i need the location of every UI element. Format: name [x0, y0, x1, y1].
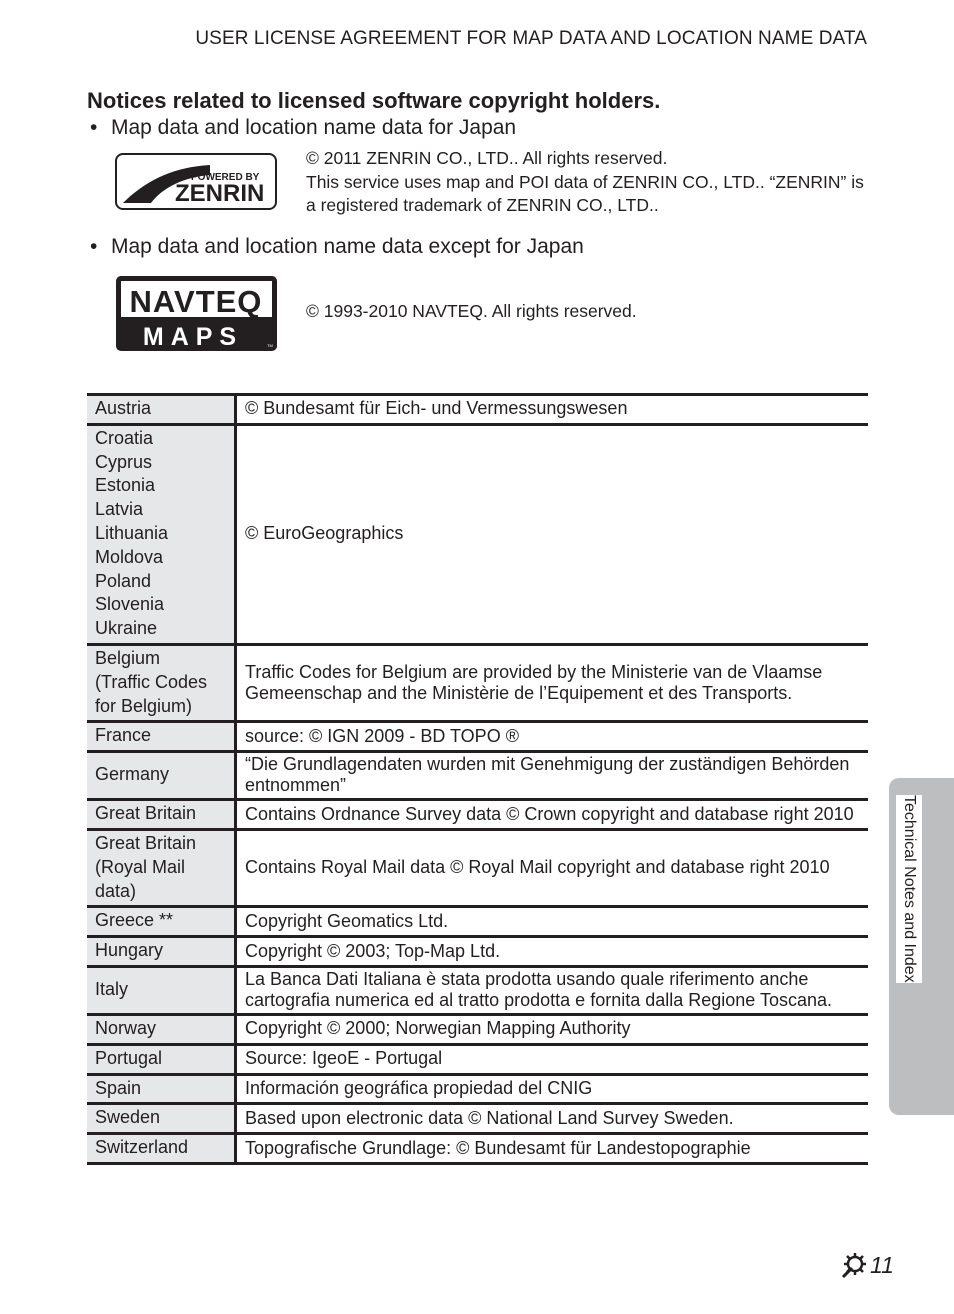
table-row	[87, 1134, 868, 1164]
country-name: Slovenia	[95, 594, 165, 615]
country-name: Latvia	[95, 499, 144, 520]
country-name: (Royal Mail	[95, 856, 186, 877]
table-row	[87, 800, 868, 830]
credit-cell: “Die Grundlagendaten wurden mit Genehmigung der zuständigen Behörden entnommen”	[236, 752, 869, 800]
table-row	[87, 829, 868, 906]
country-name: Italy	[95, 979, 129, 1000]
credit-cell: source: © IGN 2009 - BD TOPO ®	[236, 722, 869, 752]
table-row	[87, 937, 868, 967]
credit-cell: Copyright Geomatics Ltd.	[236, 907, 869, 937]
technical-notes-icon	[840, 1251, 868, 1279]
section-heading: Notices related to licensed software copyright holders.	[87, 88, 661, 113]
country-name: Lithuania	[95, 522, 169, 543]
zenrin-notice	[306, 147, 872, 218]
navteq-maps-text: MAPS	[142, 323, 244, 351]
zenrin-copyright: © 2011 ZENRIN CO., LTD.. All rights reserved.	[306, 148, 668, 168]
country-cell	[87, 1104, 236, 1134]
credit-cell: Copyright © 2003; Top-Map Ltd.	[236, 937, 869, 967]
country-name: Austria	[95, 398, 152, 418]
bullet-except-japan	[90, 235, 584, 259]
country-cell	[87, 907, 236, 937]
table-row	[87, 1044, 868, 1074]
zenrin-logo	[115, 153, 277, 210]
country-name: Germany	[95, 764, 170, 785]
country-name: Moldova	[95, 546, 164, 567]
country-name: for Belgium)	[95, 695, 193, 716]
country-cell	[87, 395, 236, 425]
zenrin-logo-text: ZENRIN	[175, 180, 265, 207]
country-name: Greece **	[95, 910, 174, 931]
table-row	[87, 722, 868, 752]
country-name: Ukraine	[95, 618, 158, 639]
credit-cell: Copyright © 2000; Norwegian Mapping Authority	[236, 1014, 869, 1044]
table-row	[87, 644, 868, 721]
page-number-value: 11	[870, 1251, 894, 1278]
country-cell	[87, 937, 236, 967]
country-name: Estonia	[95, 475, 156, 496]
table-row	[87, 1014, 868, 1044]
bullet-label: Map data and location name data except for Japan	[111, 235, 584, 258]
country-name: Hungary	[95, 940, 164, 961]
country-cell	[87, 966, 236, 1014]
country-cell	[87, 722, 236, 752]
country-name: Great Britain	[95, 803, 197, 824]
country-cell	[87, 1014, 236, 1044]
table-row	[87, 1074, 868, 1104]
table-row	[87, 752, 868, 800]
credit-cell: Topografische Grundlage: © Bundesamt für Landestopographie	[236, 1134, 869, 1164]
country-cell	[87, 800, 236, 830]
country-name: Great Britain	[95, 832, 197, 853]
country-name: Spain	[95, 1077, 142, 1098]
navteq-logo	[115, 275, 278, 352]
country-name: Cyprus	[95, 451, 153, 472]
table-row	[87, 907, 868, 937]
credit-cell: © EuroGeographics	[236, 424, 869, 644]
credit-cell: Based upon electronic data © National Land Survey Sweden.	[236, 1104, 869, 1134]
side-tab-label: Technical Notes and Index	[896, 795, 922, 983]
zenrin-trademark-notice: This service uses map and POI data of ZENRIN CO., LTD.. “ZENRIN” is a registered trademark of ZENRIN CO., LTD..	[306, 171, 864, 215]
country-name: Switzerland	[95, 1137, 189, 1158]
page-number	[840, 1251, 894, 1279]
country-name: Norway	[95, 1017, 157, 1038]
navteq-tm-text: TM	[267, 343, 273, 348]
country-cell	[87, 1044, 236, 1074]
bullet-marker: •	[90, 116, 98, 139]
table-row	[87, 395, 868, 425]
credit-cell: Source: IgeoE - Portugal	[236, 1044, 869, 1074]
bullet-label: Map data and location name data for Japan	[111, 116, 517, 139]
country-cell	[87, 424, 236, 644]
zenrin-logo-small-text: POWERED BY	[191, 172, 260, 183]
bullet-japan	[90, 116, 516, 140]
credit-cell: © Bundesamt für Eich- und Vermessungswesen	[236, 395, 869, 425]
country-cell	[87, 644, 236, 721]
credit-cell: La Banca Dati Italiana è stata prodotta usando quale riferimento anche cartografia numerica ed al tratto prodotta e fornita dalla Regione Toscana.	[236, 966, 869, 1014]
country-name: Poland	[95, 570, 152, 591]
table-row	[87, 1104, 868, 1134]
credit-cell: Información geográfica propiedad del CNIG	[236, 1074, 869, 1104]
country-name: Portugal	[95, 1047, 163, 1068]
credit-cell: Contains Ordnance Survey data © Crown copyright and database right 2010	[236, 800, 869, 830]
credit-cell: Traffic Codes for Belgium are provided by the Ministerie van de Vlaamse Gemeenschap and the Ministèrie de l’Equipement et des Transports.	[236, 644, 869, 721]
country-name: Belgium	[95, 647, 161, 668]
country-name: data)	[95, 880, 137, 901]
navteq-logo-text: NAVTEQ	[129, 284, 263, 319]
bullet-marker: •	[90, 235, 98, 258]
credit-cell: Contains Royal Mail data © Royal Mail copyright and database right 2010	[236, 829, 869, 906]
country-name: Sweden	[95, 1107, 161, 1128]
table-row	[87, 424, 868, 644]
running-header: USER LICENSE AGREEMENT FOR MAP DATA AND LOCATION NAME DATA	[195, 28, 867, 49]
license-table	[87, 393, 868, 1165]
country-name: France	[95, 725, 152, 746]
country-name: (Traffic Codes	[95, 671, 208, 692]
navteq-copyright: © 1993-2010 NAVTEQ. All rights reserved.	[306, 301, 637, 321]
country-cell	[87, 1074, 236, 1104]
country-cell	[87, 829, 236, 906]
country-cell	[87, 1134, 236, 1164]
table-row	[87, 966, 868, 1014]
country-cell	[87, 752, 236, 800]
country-name: Croatia	[95, 427, 154, 448]
